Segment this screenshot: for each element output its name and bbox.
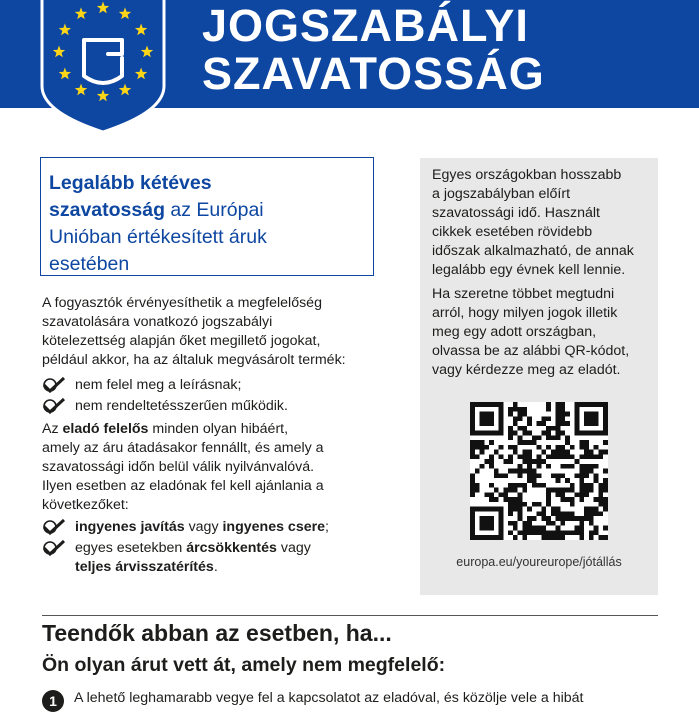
page-title: JOGSZABÁLYI SZAVATOSSÁG (202, 0, 545, 99)
check-icon (42, 376, 66, 394)
seller-paragraph: Az eladó felelős minden olyan hibáért, amely az áru átadásakor fennállt, és amely a szavatossági időn belül válik nyilvánvalóvá. Ilyen esetben az eladónak fel kell ajánlania a következőket: (42, 421, 324, 513)
section-divider (42, 615, 658, 616)
sidebar-paragraph-1: Egyes országokban hosszabb a jogszabályban előírt szavatossági idő. Használt cikkek esetében rövidebb időszak alkalmazható, de annak legalább egy évnek kell lennie. (432, 167, 634, 278)
europa-link[interactable]: europa.eu/youreurope/jótállás (456, 555, 622, 569)
step-number-badge: 1 (42, 690, 64, 712)
sidebar-paragraph-2: Ha szeretne többet megtudni arról, hogy milyen jogok illetik meg egy adott országban, olvassa be az alábbi QR-kódot, vagy kérdezze meg az eladót. (432, 286, 630, 378)
eu-shield-icon (38, 0, 168, 134)
step-1-text: A lehető leghamarabb vegye fel a kapcsolatot az eladóval, és közölje vele a hibát (74, 690, 584, 706)
check-icon (42, 397, 66, 415)
check-icon (42, 539, 66, 557)
consumer-rights-paragraph: A fogyasztók érvényesíthetik a megfelelőség szavatolására vonatkozó jogszabályi kötelezettség alapján őket megillető jogokat, például akkor, ha az általuk megvásárolt termék: (42, 295, 346, 368)
section-heading: Teendők abban az esetben, ha... (42, 620, 392, 646)
intro-box: Legalább kétéves szavatosság az Európai Unióban értékesített áruk esetében (40, 157, 374, 276)
section-subheading: Ön olyan árut vett át, amely nem megfelelő: (42, 654, 446, 676)
check-icon (42, 518, 66, 536)
qr-code-icon[interactable] (470, 402, 608, 540)
